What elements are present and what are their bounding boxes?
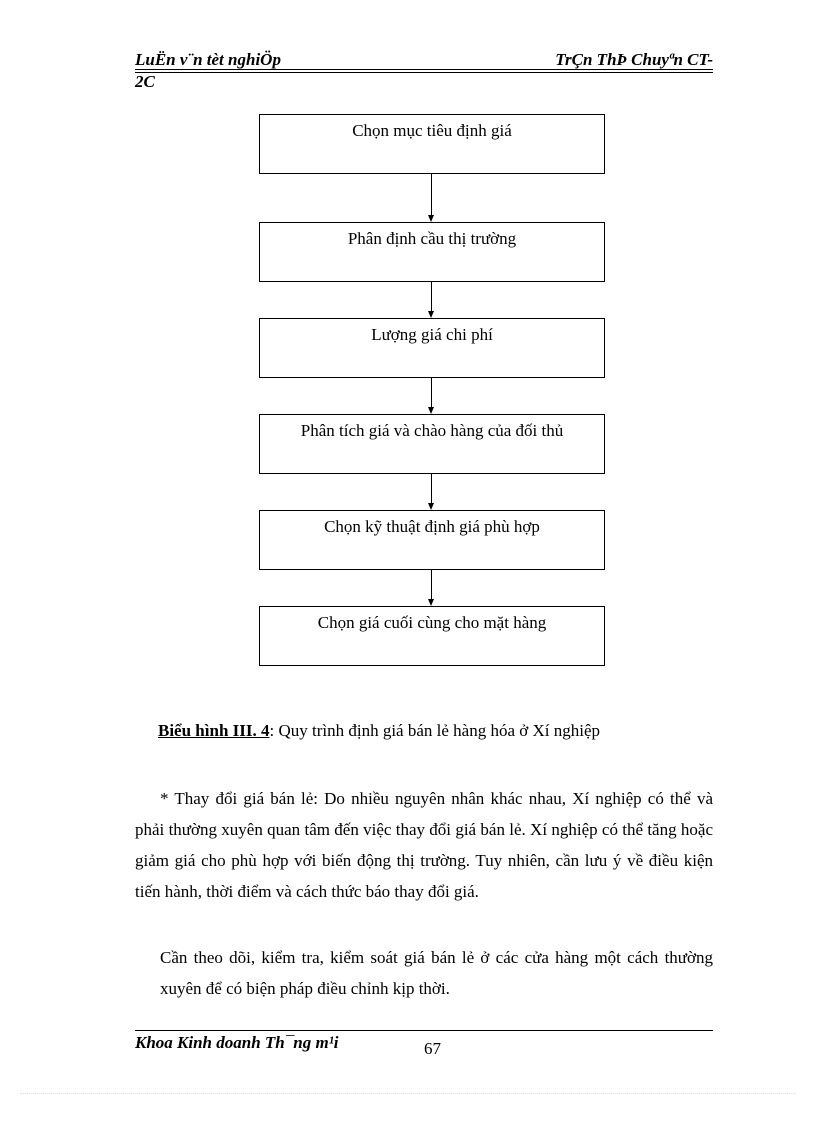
flow-step-6: Chọn giá cuối cùng cho mặt hàng (259, 606, 605, 666)
figure-caption (158, 721, 600, 741)
flow-arrowhead-3 (428, 407, 434, 414)
header-rule (135, 69, 713, 70)
flow-step-1: Chọn mục tiêu định giá (259, 114, 605, 174)
flow-step-5: Chọn kỹ thuật định giá phù hợp (259, 510, 605, 570)
flow-arrowhead-2 (428, 311, 434, 318)
flow-arrow-1 (431, 174, 432, 215)
flow-arrowhead-1 (428, 215, 434, 222)
header-thesis-title: LuËn v¨n tèt nghiÖp (135, 50, 281, 69)
flow-arrow-4 (431, 474, 432, 503)
flow-step-2: Phân định cầu thị trường (259, 222, 605, 282)
flow-step-4: Phân tích giá và chào hàng của đối thủ (259, 414, 605, 474)
flow-arrowhead-4 (428, 503, 434, 510)
footer-faculty: Khoa Kinh doanh Th¯ng m¹i (135, 1033, 339, 1052)
flow-arrow-3 (431, 378, 432, 407)
header-rule-thin (135, 72, 713, 73)
flow-arrow-2 (431, 282, 432, 311)
header-author: TrÇn ThÞ Chuyªn CT- (555, 50, 713, 69)
figure-caption-text: : Quy trình định giá bán lẻ hàng hóa ở Xí nghiệp (269, 721, 601, 740)
figure-caption-label: Biểu hình III. 4 (158, 721, 270, 740)
flow-arrowhead-5 (428, 599, 434, 606)
flow-arrow-5 (431, 570, 432, 599)
header-class-code: 2C (135, 72, 155, 91)
footer-rule (135, 1030, 713, 1031)
body-paragraph-1: * Thay đổi giá bán lẻ: Do nhiều nguyên nhân khác nhau, Xí nghiệp có thể và phải thường xuyên quan tâm đến việc thay đổi giá bán lẻ. Xí nghiệp có thể tăng hoặc giảm giá cho phù hợp với biến động thị trường. Tuy nhiên, cần lưu ý về điều kiện tiến hành, thời điểm và cách thức báo thay đổi giá. (135, 789, 713, 901)
page-number: 67 (424, 1039, 441, 1058)
page-bottom-dotted-rule (20, 1093, 796, 1094)
body-paragraph-2: Cần theo dõi, kiểm tra, kiểm soát giá bán lẻ ở các cửa hàng một cách thường xuyên để có biện pháp điều chỉnh kịp thời. (160, 948, 713, 998)
flow-step-3: Lượng giá chi phí (259, 318, 605, 378)
